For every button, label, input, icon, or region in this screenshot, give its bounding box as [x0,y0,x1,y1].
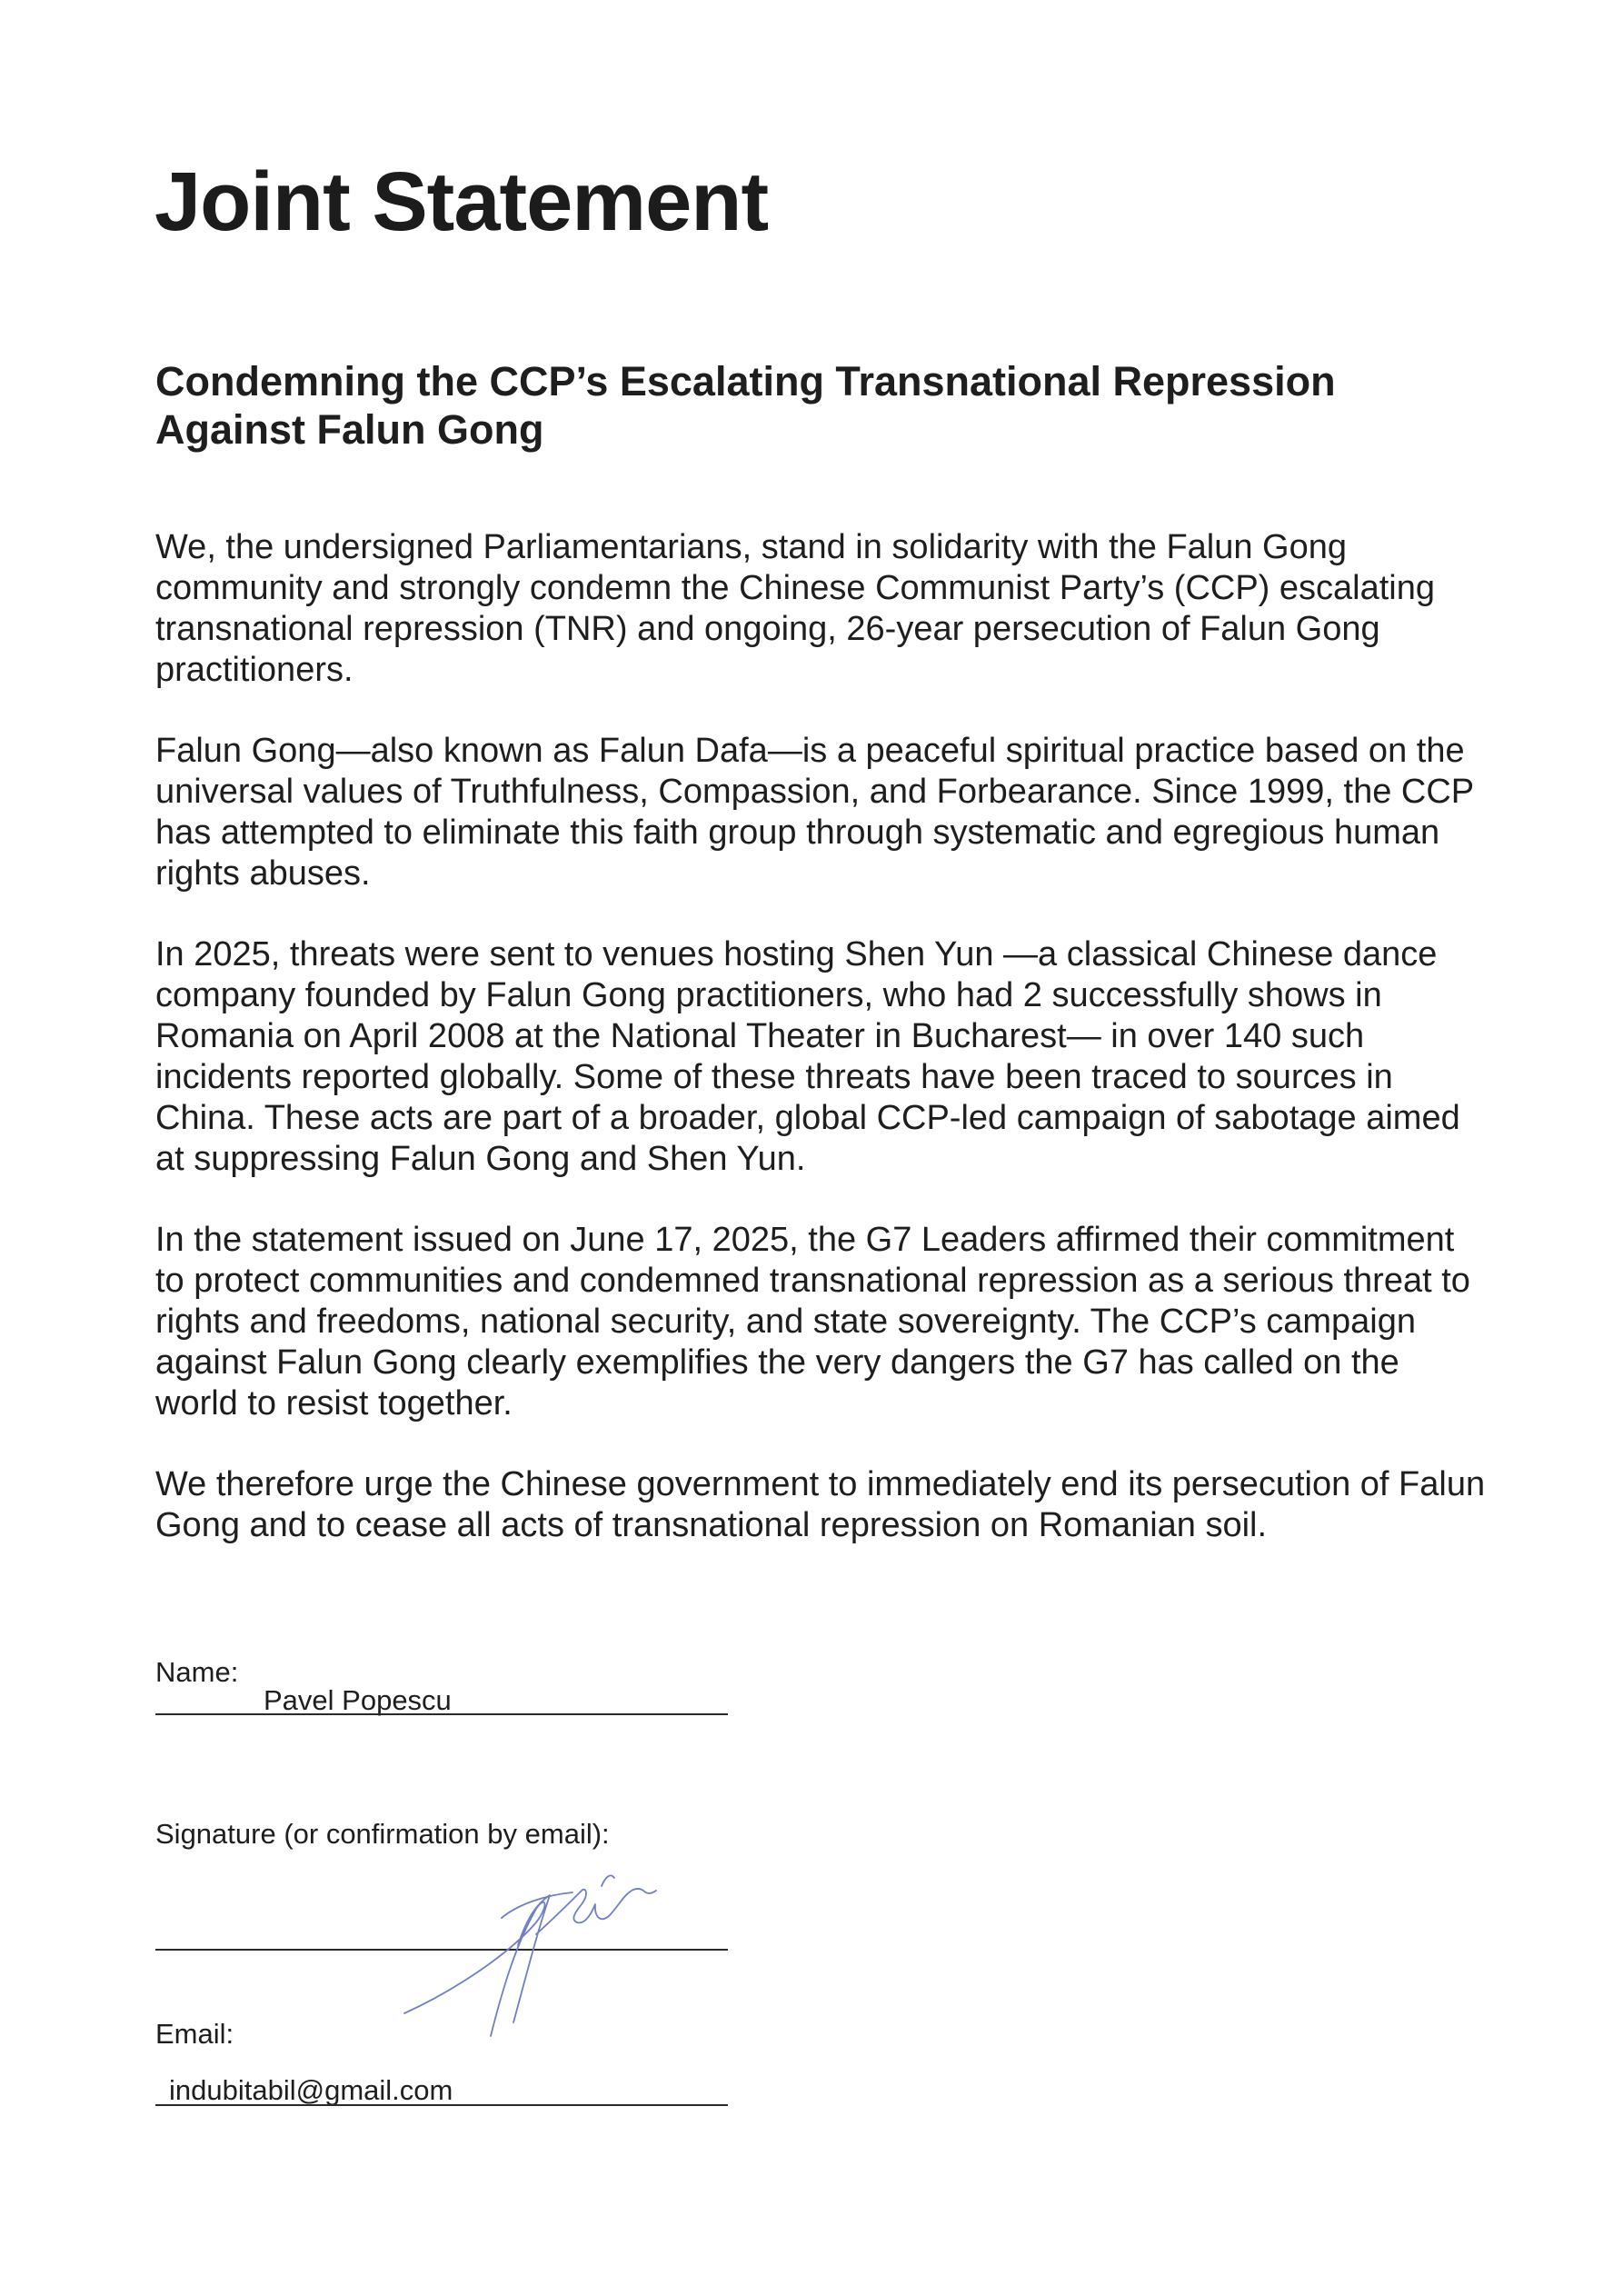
email-underline [155,2104,728,2106]
paragraph-g7-statement: In the statement issued on June 17, 2025, the G7 Leaders affirmed their commitment to protect communities and condemned transnational repression as a serious threat to rights and freedoms, national security, and state sovereignty. The CCP’s campaign against Falun Gong clearly exemplifies the very dangers the G7 has called on the world to resist together. [155,1221,1470,1423]
document-title: Joint Statement [154,155,769,248]
email-label: Email: [155,2018,234,2050]
paragraph-shen-yun-threats: In 2025, threats were sent to venues hosting Shen Yun —a classical Chinese dance company founded by Falun Gong practitioners, who had 2 successfully shows in Romania on April 2008 at the National Theater in Bucharest— in over 140 such incidents reported globally. Some of these threats have been traced to sources in China. These acts are part of a broader, global CCP-led campaign of sabotage aimed at suppressing Falun Gong and Shen Yun. [155,935,1460,1178]
name-value: Pavel Popescu [264,1684,452,1716]
name-underline [155,1713,728,1715]
document-subtitle: Condemning the CCP’s Escalating Transnational Repression Against Falun Gong [155,358,1336,453]
paragraph-urge: We therefore urge the Chinese government to immediately end its persecution of Falun Gong and to cease all acts of transnational repression on Romanian soil. [155,1465,1486,1544]
name-label: Name: [155,1656,239,1688]
email-value: indubitabil@gmail.com [169,2074,453,2106]
handwritten-signature [400,1854,700,2054]
signature-label: Signature (or confirmation by email): [155,1818,610,1850]
paragraph-falun-gong-description: Falun Gong—also known as Falun Dafa—is a peaceful spiritual practice based on the universal values of Truthfulness, Compassion, and Forbearance. Since 1999, the CCP has attempted to eliminate this faith group through systematic and egregious human rights abuses. [155,732,1474,893]
statement-body [155,527,1491,1586]
paragraph-solidarity: We, the undersigned Parliamentarians, stand in solidarity with the Falun Gong community and strongly condemn the Chinese Communist Party’s (CCP) escalating transnational repression (TNR) and ongoing, 26-year persecution of Falun Gong practitioners. [155,528,1436,689]
